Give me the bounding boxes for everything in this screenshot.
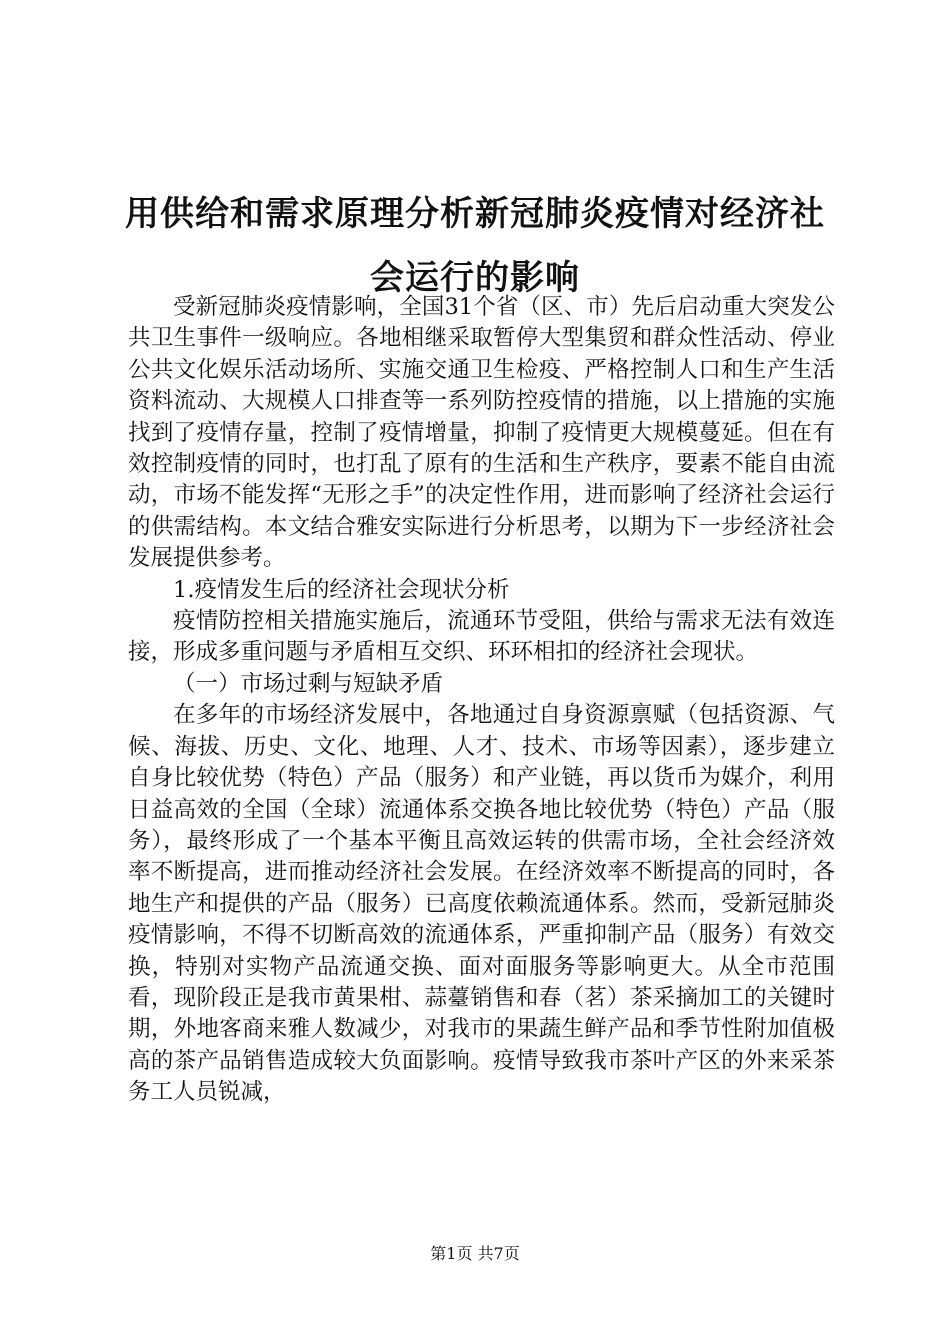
title-line-1: 用供给和需求原理分析新冠肺炎疫情对经济社 xyxy=(125,194,825,234)
subsection-heading-1: （一）市场过剩与短缺矛盾 xyxy=(173,670,444,697)
page-number-footer: 第1页 共7页 xyxy=(430,1244,520,1263)
title-line-2: 会运行的影响 xyxy=(370,258,580,298)
document-body xyxy=(128,292,835,1109)
page-title xyxy=(100,182,850,310)
section-heading-1: 1.疫情发生后的经济社会现状分析 xyxy=(173,576,510,603)
paragraph-intro: 受新冠肺炎疫情影响，全国31个省（区、市）先后启动重大突发公共卫生事件一级响应。各地相继采取暂停大型集贸和群众性活动、停业公共文化娱乐活动场所、实施交通卫生检疫、严格控制人口和生产生活资料流动、大规模人口排查等一系列防控疫情的措施，以上措施的实施找到了疫情存量，控制了疫情增量，抑制了疫情更大规模蔓延。但在有效控制疫情的同时，也打乱了原有的生活和生产秩序，要素不能自由流动，市场不能发挥“无形之手”的决定性作用，进而影响了经济社会运行的供需结构。本文结合雅安实际进行分析思考，以期为下一步经济社会发展提供参考。 xyxy=(128,294,835,572)
paragraph-subsection-1: 在多年的市场经济发展中，各地通过自身资源禀赋（包括资源、气候、海拔、历史、文化、地理、人才、技术、市场等因素），逐步建立自身比较优势（特色）产品（服务）和产业链，再以货币为媒介，利用日益高效的全国（全球）流通体系交换各地比较优势（特色）产品（服务），最终形成了一个基本平衡且高效运转的供需市场，全社会经济效率不断提高，进而推动经济社会发展。在经济效率不断提高的同时，各地生产和提供的产品（服务）已高度依赖流通体系。然而，受新冠肺炎疫情影响，不得不切断高效的流通体系，严重抑制产品（服务）有效交换，特别对实物产品流通交换、面对面服务等影响更大。从全市范围看，现阶段正是我市黄果柑、蒜薹销售和春（茗）茶采摘加工的关键时期，外地客商来雅人数减少，对我市的果蔬生鲜产品和季节性附加值极高的茶产品销售造成较大负面影响。疫情导致我市茶叶产区的外来采茶务工人员锐减， xyxy=(128,702,835,1106)
paragraph-section-1: 疫情防控相关措施实施后，流通环节受阻，供给与需求无法有效连接，形成多重问题与矛盾相互交织、环环相扣的经济社会现状。 xyxy=(128,608,835,666)
